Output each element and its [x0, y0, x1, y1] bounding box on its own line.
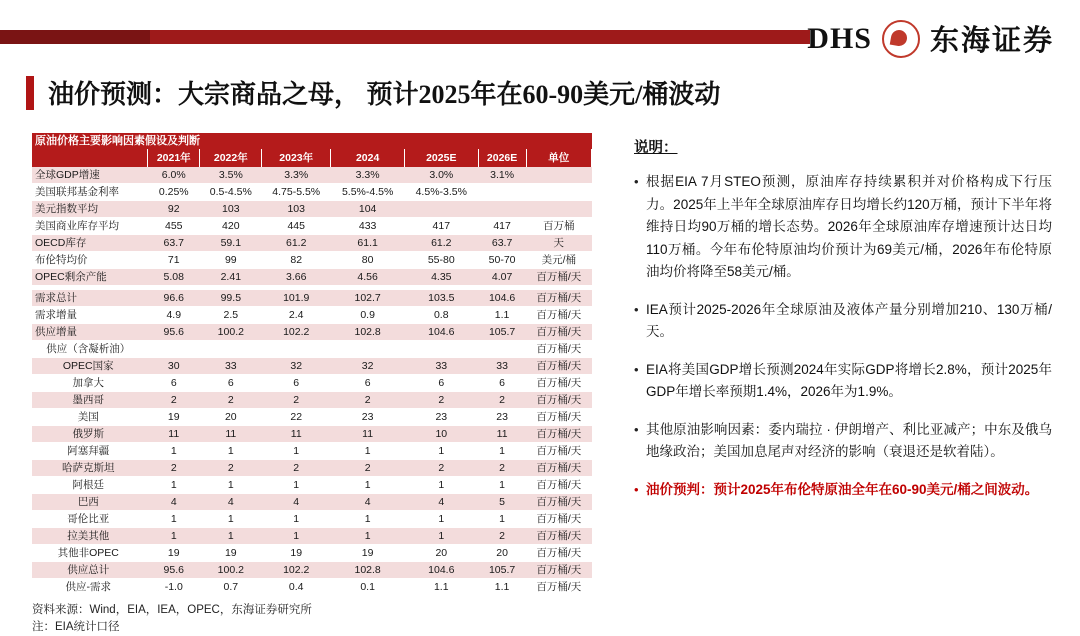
- note-text: 油价预判：预计2025年布伦特原油全年在60-90美元/桶之间波动。: [646, 481, 1039, 497]
- table-cell: 4.56: [331, 269, 405, 286]
- table-row-label: 拉美其他: [32, 528, 148, 545]
- table-cell: 5.5%-4.5%: [331, 184, 405, 201]
- table-cell: 22: [262, 409, 331, 426]
- table-cell: 4: [148, 494, 200, 511]
- table-cell: 1: [331, 511, 405, 528]
- table-row-label: 阿根廷: [32, 477, 148, 494]
- table-cell: 0.8: [404, 307, 478, 324]
- logo-text-en: DHS: [807, 21, 872, 55]
- table-column-header: [32, 149, 148, 167]
- table-cell: 1.1: [404, 579, 478, 596]
- table-cell: 95.6: [148, 562, 200, 579]
- title-accent: [26, 76, 34, 110]
- table-row-label: OPEC国家: [32, 358, 148, 375]
- table-cell: 20: [404, 545, 478, 562]
- table-cell: 1: [331, 477, 405, 494]
- table-cell: 102.2: [262, 562, 331, 579]
- table-cell: 10: [404, 426, 478, 443]
- table-cell: 20: [200, 409, 262, 426]
- note-text: 根据EIA 7月STEO预测，原油库存持续累积并对价格构成下行压力。2025年上半年全球原油库存日均增长约120万桶，预计下半年将维持日均90万桶的增长态势。2026年全球原油库存增速预计达日均110万桶。今年布伦特原油均价预计为69美元/桶，2026年布伦特原油均价将降至58美元/桶。: [646, 174, 1052, 279]
- table-cell: 1: [200, 511, 262, 528]
- table-cell: 百万桶/天: [526, 375, 591, 392]
- table-cell: 102.8: [331, 324, 405, 341]
- table-row-label: 美国商业库存平均: [32, 218, 148, 235]
- logo-text-cn: 东海证券: [929, 25, 1054, 57]
- table-cell: 59.1: [200, 235, 262, 252]
- table-cell: 2: [148, 460, 200, 477]
- table-cell: 百万桶/天: [526, 307, 591, 324]
- table-cell: 102.7: [331, 290, 405, 307]
- table-row: [32, 494, 592, 511]
- table-cell: 2: [478, 528, 526, 545]
- table-cell: 0.5-4.5%: [200, 184, 262, 201]
- table-cell: 32: [262, 358, 331, 375]
- table-row-label: 全球GDP增速: [32, 167, 148, 184]
- table-cell: 0.25%: [148, 184, 200, 201]
- table-cell: [331, 341, 405, 358]
- table-cell: 2: [148, 392, 200, 409]
- table-cell: 4.9: [148, 307, 200, 324]
- table-cell: 1: [331, 528, 405, 545]
- table-cell: 1: [200, 528, 262, 545]
- table-cell: 4: [331, 494, 405, 511]
- table-cell: 3.5%: [200, 167, 262, 184]
- table-cell: 4: [200, 494, 262, 511]
- table-row-label: 俄罗斯: [32, 426, 148, 443]
- table-row: [32, 511, 592, 528]
- table-row-label: 需求增量: [32, 307, 148, 324]
- table-cell: 百万桶/天: [526, 290, 591, 307]
- company-logo: [807, 18, 1054, 59]
- table-cell: 4.35: [404, 269, 478, 286]
- table-cell: 99: [200, 252, 262, 269]
- table-row-label: 供应总计: [32, 562, 148, 579]
- table-cell: 百万桶/天: [526, 477, 591, 494]
- table-cell: 1: [404, 443, 478, 460]
- table-row-label: 供应（含凝析油）: [32, 341, 148, 358]
- table-cell: 1: [148, 528, 200, 545]
- table-cell: 2.4: [262, 307, 331, 324]
- table-cell: 420: [200, 218, 262, 235]
- table-cell: 30: [148, 358, 200, 375]
- table-cell: 百万桶/天: [526, 409, 591, 426]
- table-source: 资料来源：Wind，EIA，IEA，OPEC，东海证券研究所: [32, 604, 312, 616]
- table-cell: 1: [262, 443, 331, 460]
- table-cell: 1: [404, 528, 478, 545]
- table-cell: 美元/桶: [526, 252, 591, 269]
- table-cell: 2: [200, 460, 262, 477]
- table-cell: 1: [262, 511, 331, 528]
- table-cell: 4.07: [478, 269, 526, 286]
- table-cell: 417: [478, 218, 526, 235]
- table-cell: 96.6: [148, 290, 200, 307]
- table-cell: 4: [262, 494, 331, 511]
- table-cell: 百万桶/天: [526, 494, 591, 511]
- table-cell: 32: [331, 358, 405, 375]
- table-cell: 23: [404, 409, 478, 426]
- table-cell: 0.1: [331, 579, 405, 596]
- table-cell: 1: [478, 477, 526, 494]
- table-row: [32, 477, 592, 494]
- table-cell: 百万桶/天: [526, 545, 591, 562]
- table-cell: 1: [404, 477, 478, 494]
- table-row-label: OPEC剩余产能: [32, 269, 148, 286]
- table-cell: [526, 167, 591, 184]
- table-row: [32, 341, 592, 358]
- table-cell: 104.6: [404, 562, 478, 579]
- table-cell: 1: [262, 477, 331, 494]
- table-row: [32, 324, 592, 341]
- bullet-icon: •: [634, 174, 639, 189]
- table-cell: 2: [404, 392, 478, 409]
- table-cell: 82: [262, 252, 331, 269]
- table-cell: 95.6: [148, 324, 200, 341]
- note-bullet: [634, 419, 1052, 464]
- note-text: 其他原油影响因素：委内瑞拉 · 伊朗增产、利比亚减产；中东及俄乌地缘政治；美国加息尾声对经济的影响（衰退还是软着陆）。: [646, 421, 1052, 459]
- table-cell: 104.6: [404, 324, 478, 341]
- table-cell: 55-80: [404, 252, 478, 269]
- table-cell: 104: [331, 201, 405, 218]
- table-row: [32, 307, 592, 324]
- table-cell: [148, 341, 200, 358]
- table-cell: 0.9: [331, 307, 405, 324]
- table-cell: 6: [404, 375, 478, 392]
- table-column-header: 2024: [331, 149, 405, 167]
- table-cell: 99.5: [200, 290, 262, 307]
- table-cell: 33: [404, 358, 478, 375]
- table-cell: [478, 201, 526, 218]
- note-bullet: [634, 359, 1052, 404]
- table-cell: 0.4: [262, 579, 331, 596]
- table-cell: 2.5: [200, 307, 262, 324]
- table-row: [32, 460, 592, 477]
- table-cell: 100.2: [200, 562, 262, 579]
- table-cell: 百万桶/天: [526, 269, 591, 286]
- table-cell: 23: [331, 409, 405, 426]
- table-column-header: 2022年: [200, 149, 262, 167]
- oil-assumptions-table: [32, 133, 592, 596]
- table-row: [32, 218, 592, 235]
- table-row: [32, 358, 592, 375]
- table-cell: 1.1: [478, 579, 526, 596]
- table-cell: 1.1: [478, 307, 526, 324]
- table-cell: 105.7: [478, 562, 526, 579]
- table-cell: 417: [404, 218, 478, 235]
- table-cell: 2: [200, 392, 262, 409]
- table-cell: 天: [526, 235, 591, 252]
- table-cell: 11: [331, 426, 405, 443]
- table-row: [32, 545, 592, 562]
- table-caption: 原油价格主要影响因素假设及判断: [32, 133, 592, 149]
- note-text: IEA预计2025-2026年全球原油及液体产量分别增加210、130万桶/天。: [646, 301, 1052, 339]
- table-cell: 11: [148, 426, 200, 443]
- bullet-icon: •: [634, 301, 639, 317]
- table-cell: 2: [331, 460, 405, 477]
- table-cell: 100.2: [200, 324, 262, 341]
- table-cell: 1: [262, 528, 331, 545]
- table-row: [32, 392, 592, 409]
- table-row-label: 阿塞拜疆: [32, 443, 148, 460]
- table-row: [32, 167, 592, 184]
- bullet-icon: •: [634, 421, 639, 437]
- table-cell: [478, 184, 526, 201]
- notes-panel: [634, 136, 1052, 516]
- table-cell: 2: [331, 392, 405, 409]
- table-cell: 6: [148, 375, 200, 392]
- table-cell: 4: [404, 494, 478, 511]
- table-cell: 3.66: [262, 269, 331, 286]
- table-row: [32, 375, 592, 392]
- table-row: [32, 409, 592, 426]
- table-cell: 19: [200, 545, 262, 562]
- table-row-label: 美国联邦基金利率: [32, 184, 148, 201]
- note-bullet: [634, 299, 1052, 344]
- table-cell: 2: [478, 460, 526, 477]
- table-cell: 455: [148, 218, 200, 235]
- table-row: [32, 201, 592, 218]
- table-cell: 百万桶/天: [526, 511, 591, 528]
- bird-logo-icon: [882, 20, 920, 58]
- notes-title: 说明：: [634, 140, 678, 156]
- table-cell: 92: [148, 201, 200, 218]
- table-column-header: 2021年: [148, 149, 200, 167]
- table-cell: 5: [478, 494, 526, 511]
- table-cell: [526, 184, 591, 201]
- table-cell: 1: [200, 477, 262, 494]
- table-cell: [404, 201, 478, 218]
- table-row: [32, 184, 592, 201]
- table-cell: 百万桶/天: [526, 443, 591, 460]
- table-cell: [200, 341, 262, 358]
- table-cell: 6.0%: [148, 167, 200, 184]
- table-row: [32, 579, 592, 596]
- table-cell: 11: [200, 426, 262, 443]
- table-cell: 3.3%: [262, 167, 331, 184]
- bullet-icon: •: [634, 361, 639, 377]
- table-cell: 103: [200, 201, 262, 218]
- table-cell: 1: [478, 511, 526, 528]
- table-cell: 3.3%: [331, 167, 405, 184]
- table-cell: 4.5%-3.5%: [404, 184, 478, 201]
- table-cell: 11: [262, 426, 331, 443]
- table-cell: [404, 341, 478, 358]
- table-cell: 1: [148, 477, 200, 494]
- table-cell: 百万桶/天: [526, 341, 591, 358]
- table-cell: 百万桶: [526, 218, 591, 235]
- table-cell: 104.6: [478, 290, 526, 307]
- title-text: 油价预测：大宗商品之母， 预计2025年在60-90美元/桶波动: [48, 80, 721, 109]
- table-column-header: 2026E: [478, 149, 526, 167]
- table-cell: 4.75-5.5%: [262, 184, 331, 201]
- table-cell: 19: [148, 545, 200, 562]
- table-cell: 63.7: [478, 235, 526, 252]
- table-cell: 百万桶/天: [526, 324, 591, 341]
- table-row-label: 加拿大: [32, 375, 148, 392]
- table-cell: 6: [478, 375, 526, 392]
- table-cell: 百万桶/天: [526, 358, 591, 375]
- table-cell: 0.7: [200, 579, 262, 596]
- page-title: [26, 74, 720, 111]
- table-cell: 2: [262, 460, 331, 477]
- oil-assumptions-table-panel: [32, 133, 592, 636]
- table-cell: 1: [331, 443, 405, 460]
- table-cell: 33: [478, 358, 526, 375]
- table-cell: 50-70: [478, 252, 526, 269]
- table-row-label: 哥伦比亚: [32, 511, 148, 528]
- table-cell: 445: [262, 218, 331, 235]
- table-cell: 23: [478, 409, 526, 426]
- table-cell: 80: [331, 252, 405, 269]
- table-cell: 1: [404, 511, 478, 528]
- table-cell: 百万桶/天: [526, 460, 591, 477]
- header-accent-bar-dark: [0, 30, 150, 44]
- table-cell: 1: [148, 443, 200, 460]
- table-cell: 百万桶/天: [526, 528, 591, 545]
- table-cell: 103: [262, 201, 331, 218]
- table-row-label: 美国: [32, 409, 148, 426]
- table-row: [32, 252, 592, 269]
- table-cell: 102.8: [331, 562, 405, 579]
- table-cell: 101.9: [262, 290, 331, 307]
- table-row: [32, 443, 592, 460]
- table-row-label: 巴西: [32, 494, 148, 511]
- table-cell: 19: [262, 545, 331, 562]
- table-column-header: 2025E: [404, 149, 478, 167]
- table-row-label: 其他非OPEC: [32, 545, 148, 562]
- table-row-label: 需求总计: [32, 290, 148, 307]
- table-cell: 百万桶/天: [526, 562, 591, 579]
- table-cell: 102.2: [262, 324, 331, 341]
- table-row: [32, 235, 592, 252]
- table-cell: 6: [331, 375, 405, 392]
- table-row: [32, 528, 592, 545]
- table-row: [32, 290, 592, 307]
- table-row: [32, 562, 592, 579]
- table-cell: 6: [262, 375, 331, 392]
- table-cell: 百万桶/天: [526, 579, 591, 596]
- table-cell: 1: [148, 511, 200, 528]
- table-cell: [526, 201, 591, 218]
- table-cell: 19: [148, 409, 200, 426]
- table-cell: 433: [331, 218, 405, 235]
- table-header-row: [32, 149, 592, 167]
- table-cell: 6: [200, 375, 262, 392]
- table-cell: [478, 341, 526, 358]
- table-cell: 20: [478, 545, 526, 562]
- table-row-label: 布伦特均价: [32, 252, 148, 269]
- table-cell: 1: [200, 443, 262, 460]
- table-cell: 5.08: [148, 269, 200, 286]
- table-cell: 61.2: [262, 235, 331, 252]
- table-cell: 103.5: [404, 290, 478, 307]
- table-cell: 2.41: [200, 269, 262, 286]
- table-row: [32, 269, 592, 286]
- table-cell: 1: [478, 443, 526, 460]
- table-column-header: 单位: [526, 149, 591, 167]
- table-cell: 61.2: [404, 235, 478, 252]
- table-row-label: 供应增量: [32, 324, 148, 341]
- table-cell: [262, 341, 331, 358]
- table-cell: 61.1: [331, 235, 405, 252]
- note-bullet: [634, 479, 1052, 502]
- table-cell: 63.7: [148, 235, 200, 252]
- table-cell: 2: [478, 392, 526, 409]
- table-cell: 百万桶/天: [526, 426, 591, 443]
- table-row-label: 墨西哥: [32, 392, 148, 409]
- table-cell: 19: [331, 545, 405, 562]
- table-cell: 2: [404, 460, 478, 477]
- table-row-label: 美元指数平均: [32, 201, 148, 218]
- table-cell: 105.7: [478, 324, 526, 341]
- table-column-header: 2023年: [262, 149, 331, 167]
- table-cell: 2: [262, 392, 331, 409]
- table-cell: 11: [478, 426, 526, 443]
- table-row: [32, 426, 592, 443]
- table-cell: 3.1%: [478, 167, 526, 184]
- note-bullet: [634, 171, 1052, 284]
- table-cell: 百万桶/天: [526, 392, 591, 409]
- table-row-label: 哈萨克斯坦: [32, 460, 148, 477]
- table-cell: 3.0%: [404, 167, 478, 184]
- bullet-icon: •: [634, 481, 639, 497]
- table-row-label: OECD库存: [32, 235, 148, 252]
- table-cell: -1.0: [148, 579, 200, 596]
- table-cell: 71: [148, 252, 200, 269]
- table-cell: 33: [200, 358, 262, 375]
- table-note: 注：EIA统计口径: [32, 621, 120, 633]
- table-row-label: 供应-需求: [32, 579, 148, 596]
- note-text: EIA将美国GDP增长预测2024年实际GDP将增长2.8%，预计2025年GDP年增长率预期1.4%，2026年为1.9%。: [646, 361, 1052, 399]
